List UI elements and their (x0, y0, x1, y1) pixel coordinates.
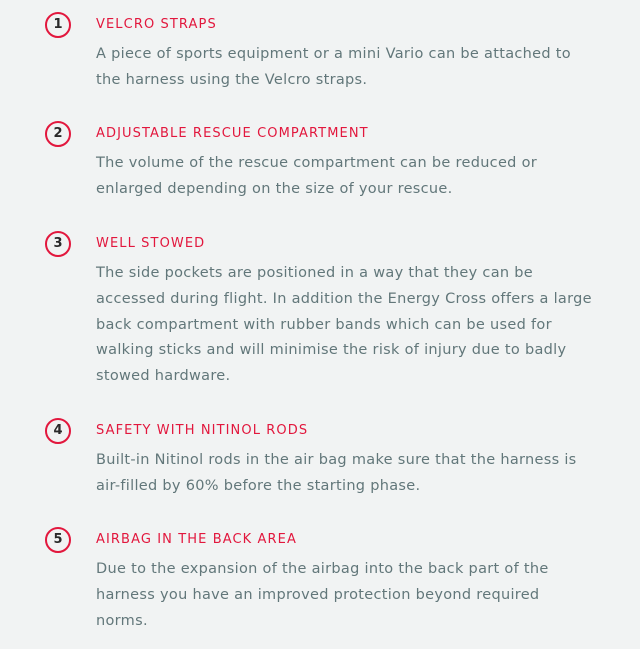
feature-description (96, 261, 616, 390)
description-line: harness you have an improved protection beyond required (96, 586, 540, 603)
description-line: The volume of the rescue compartment can be reduced or (96, 155, 538, 171)
description-line: enlarged depending on the size of your rescue. (96, 180, 453, 197)
number-badge: 5 (45, 527, 71, 553)
description-line: air-filled by 60% before the starting phase. (96, 477, 421, 494)
description-line: A piece of sports equipment or a mini Vario can be attached to (96, 46, 571, 62)
feature-title: AIRBAG IN THE BACK AREA (96, 532, 297, 547)
feature-description (96, 448, 616, 500)
number-badge: 3 (45, 231, 71, 257)
feature-description (96, 42, 616, 94)
description-line: back compartment with rubber bands which can be used for (96, 316, 552, 333)
description-line: accessed during flight. In addition the Energy Cross offers a large (96, 290, 592, 307)
description-line: The side pockets are positioned in a way that they can be (96, 265, 533, 281)
feature-description (96, 557, 616, 634)
description-line: stowed hardware. (96, 368, 231, 385)
number-badge: 2 (45, 121, 71, 147)
number-badge: 1 (45, 12, 71, 38)
description-line: Due to the expansion of the airbag into the back part of the (96, 561, 549, 577)
feature-title: SAFETY WITH NITINOL RODS (96, 423, 309, 438)
feature-title: VELCRO STRAPS (96, 17, 217, 32)
feature-title: ADJUSTABLE RESCUE COMPARTMENT (96, 126, 369, 141)
description-line: Built-in Nitinol rods in the air bag make sure that the harness is (96, 452, 577, 468)
number-badge: 4 (45, 418, 71, 444)
feature-title: WELL STOWED (96, 236, 206, 251)
feature-description (96, 151, 616, 203)
description-line: norms. (96, 612, 148, 629)
description-line: walking sticks and will minimise the risk of injury due to badly (96, 342, 567, 359)
description-line: the harness using the Velcro straps. (96, 71, 368, 88)
